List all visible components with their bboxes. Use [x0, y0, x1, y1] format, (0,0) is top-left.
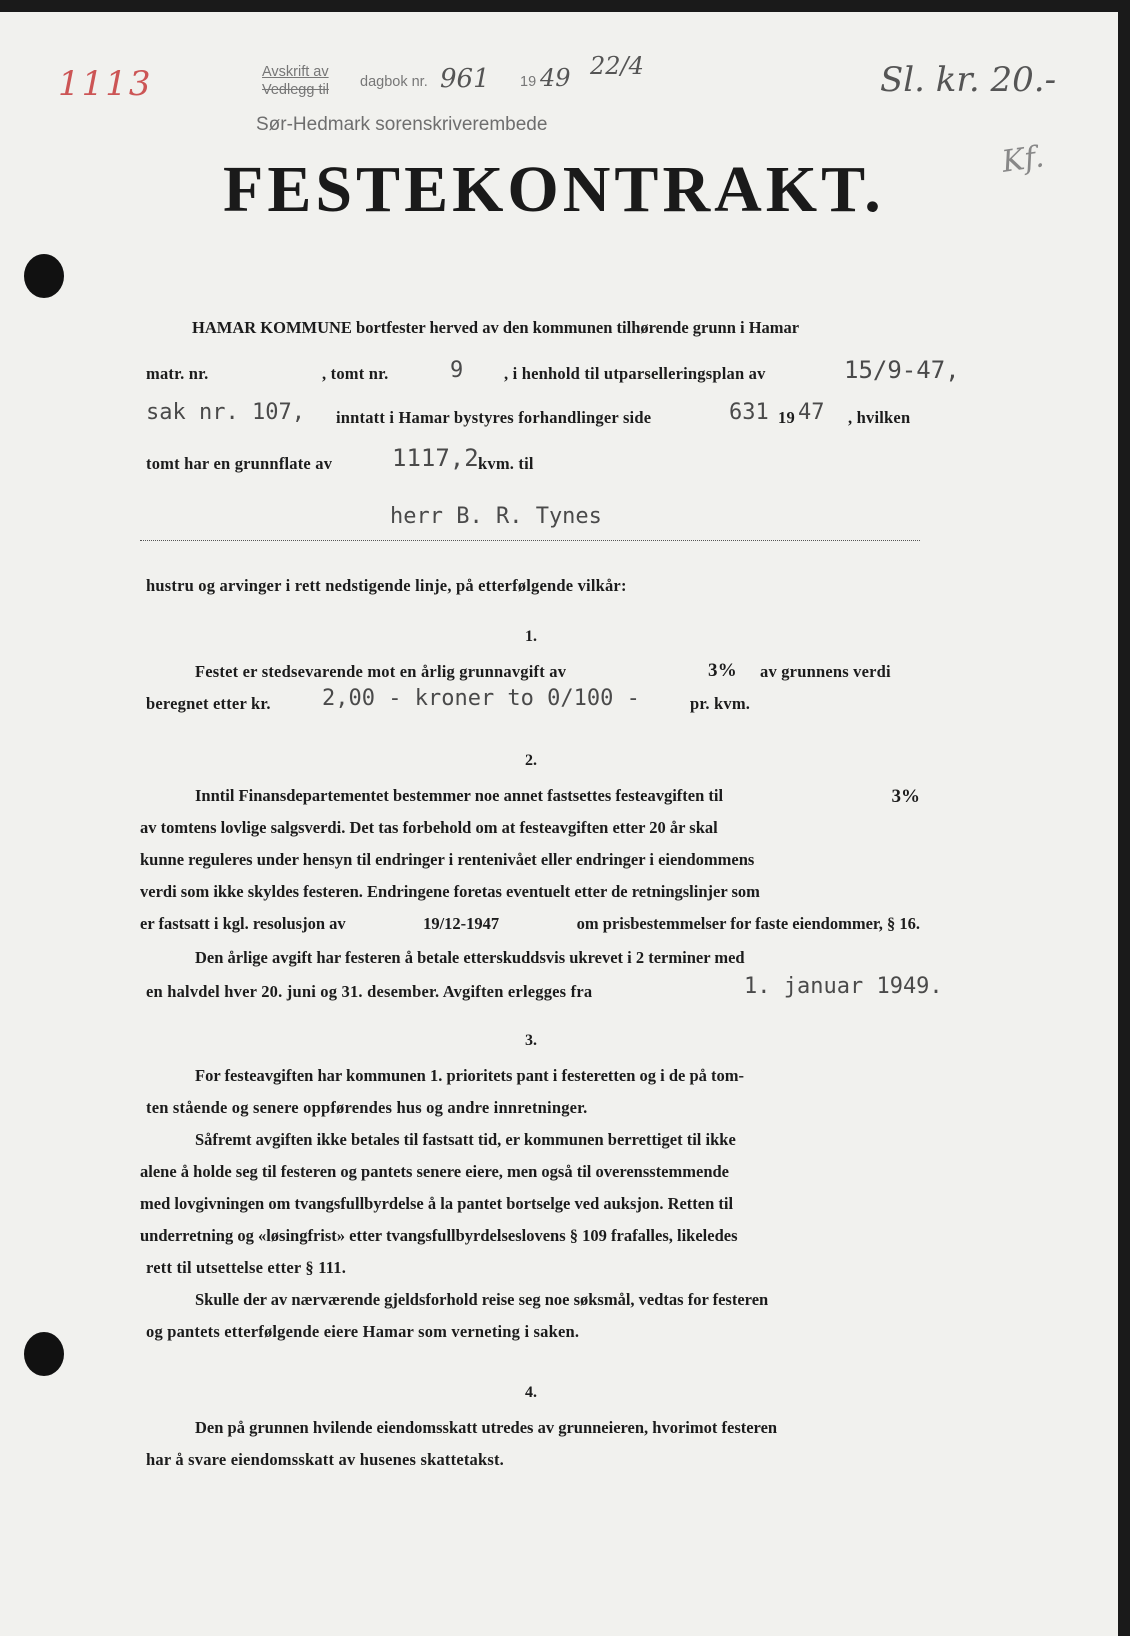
s2-resolution-date: 19/12-1947 — [423, 914, 500, 933]
s3-line3 — [195, 1130, 920, 1150]
year-prefix: 19 — [520, 74, 537, 90]
s3-line3-text: Såfremt avgiften ikke betales til fastsatt tid, er kommunen berrettiget til ikke — [195, 1130, 736, 1149]
s2-pct: 3% — [891, 786, 920, 807]
section-4-number: 4. — [525, 1384, 537, 1401]
page-number: 1113 — [58, 64, 153, 104]
year-label: 19 — [778, 408, 795, 427]
s1-line1-b: av grunnens verdi — [760, 662, 891, 681]
s2-line5-a: er fastsatt i kgl. resolusjon av — [140, 914, 346, 933]
matr-label: matr. nr. — [146, 364, 209, 383]
intro-text-1: HAMAR KOMMUNE bortfester herved av den kommunen tilhørende grunn i Hamar — [192, 318, 800, 337]
corner-note: Kf. — [999, 139, 1047, 180]
s2-line1 — [195, 786, 920, 808]
s2-line4-text: verdi som ikke skyldes festeren. Endringene foretas eventuelt etter de retningslinjer som — [140, 882, 760, 901]
s2-line7-a: en halvdel hver 20. juni og 31. desember. Avgiften erlegges fra — [146, 982, 593, 1001]
s2-line3 — [140, 850, 920, 870]
year-value: 47 — [798, 400, 825, 425]
s1-rate-value: 2,00 - kroner to 0/100 - — [322, 686, 640, 711]
s2-line2 — [140, 818, 920, 838]
s3-line1-text: For festeavgiften har kommunen 1. prioritets pant i festeretten og i de på tom- — [195, 1066, 745, 1085]
stamp-vedlegg: Vedlegg til — [262, 82, 329, 98]
dagbok-number: 961 — [440, 64, 490, 94]
grunnflate-label: tomt har en grunnflate av — [146, 454, 333, 473]
s3-line7: rett til utsettelse etter § 111. — [146, 1258, 347, 1277]
side-value: 631 — [729, 400, 769, 425]
s2-line4 — [140, 882, 920, 902]
stamp-dagbok-label: dagbok nr. — [360, 74, 428, 90]
lessee-name: herr B. R. Tynes — [390, 504, 602, 529]
s1-line2-a: beregnet etter kr. — [146, 694, 271, 713]
s3-line2: ten stående og senere oppførendes hus og andre innretninger. — [146, 1098, 588, 1117]
year-suffix: 49 — [540, 64, 571, 92]
s2-line2-text: av tomtens lovlige salgsverdi. Det tas forbehold om at festeavgiften etter 20 år skal — [140, 818, 718, 837]
intro-line-1 — [192, 318, 920, 338]
tomt-label: , tomt nr. — [322, 364, 389, 383]
s1-line2-b: pr. kvm. — [690, 694, 751, 713]
inntatt-label: inntatt i Hamar bystyres forhandlinger side — [336, 408, 652, 427]
s3-line5 — [140, 1194, 920, 1214]
lessee-dotted-line — [140, 540, 920, 541]
s2-line6 — [195, 948, 920, 968]
s3-line4 — [140, 1162, 920, 1182]
s2-line1-text: Inntil Finansdepartementet bestemmer noe annet fastsettes festeavgiften til — [195, 786, 724, 805]
punch-hole-top — [24, 254, 64, 298]
plan-date: 15/9-47, — [844, 356, 960, 384]
document-page — [0, 12, 1118, 1636]
punch-hole-bottom — [24, 1332, 64, 1376]
s4-line1 — [195, 1418, 920, 1438]
grunnflate-value: 1117,2 — [392, 444, 479, 472]
page-title: FESTEKONTRAKT. — [223, 153, 885, 226]
plan-label: , i henhold til utparselleringsplan av — [504, 364, 766, 383]
s2-start-date: 1. januar 1949. — [744, 974, 943, 999]
s3-line9: og pantets etterfølgende eiere Hamar som verneting i saken. — [146, 1322, 580, 1341]
sak-value: sak nr. 107, — [146, 400, 305, 425]
s2-line5 — [140, 914, 920, 934]
s3-line6 — [140, 1226, 920, 1246]
s3-line4-text: alene å holde seg til festeren og pantets senere eiere, men også til overensstemmende — [140, 1162, 729, 1181]
s1-pct: 3% — [708, 660, 737, 681]
section-1-number: 1. — [525, 628, 537, 645]
s2-line3-text: kunne reguleres under hensyn til endringer i rentenivået eller endringer i eiendommens — [140, 850, 755, 869]
stamp-date: 22/4 — [590, 52, 644, 80]
s3-line5-text: med lovgivningen om tvangsfullbyrdelse å la pantet bortselge ved auksjon. Retten til — [140, 1194, 734, 1213]
office-name: Sør-Hedmark sorenskriverembede — [256, 114, 548, 135]
stamp-avskrift: Avskrift av — [262, 64, 329, 80]
tomt-value: 9 — [450, 358, 464, 383]
heirs-text: hustru og arvinger i rett nedstigende linje, på etterfølgende vilkår: — [146, 576, 627, 595]
s3-line8 — [195, 1290, 920, 1310]
s4-line1-text: Den på grunnen hvilende eiendomsskatt utredes av grunneieren, hvorimot festeren — [195, 1418, 778, 1437]
s3-line6-text: underretning og «løsingfrist» etter tvangsfullbyrdelseslovens § 109 frafalles, likeledes — [140, 1226, 738, 1245]
section-3-number: 3. — [525, 1032, 537, 1049]
s3-line8-text: Skulle der av nærværende gjeldsforhold reise seg noe søksmål, vedtas for festeren — [195, 1290, 769, 1309]
fee-note: Sl. kr. 20.- — [880, 60, 1057, 100]
s4-line2: har å svare eiendomsskatt av husenes skattetakst. — [146, 1450, 504, 1469]
s2-line5-b: om prisbestemmelser for faste eiendommer, § 16. — [576, 914, 920, 933]
hvilken-label: , hvilken — [848, 408, 911, 427]
s3-line1 — [195, 1066, 920, 1086]
section-2-number: 2. — [525, 752, 537, 769]
s2-line6-text: Den årlige avgift har festeren å betale etterskuddsvis ukrevet i 2 terminer med — [195, 948, 745, 967]
kvm-label: kvm. til — [478, 454, 534, 473]
s1-line1-a: Festet er stedsevarende mot en årlig grunnavgift av — [195, 662, 567, 681]
